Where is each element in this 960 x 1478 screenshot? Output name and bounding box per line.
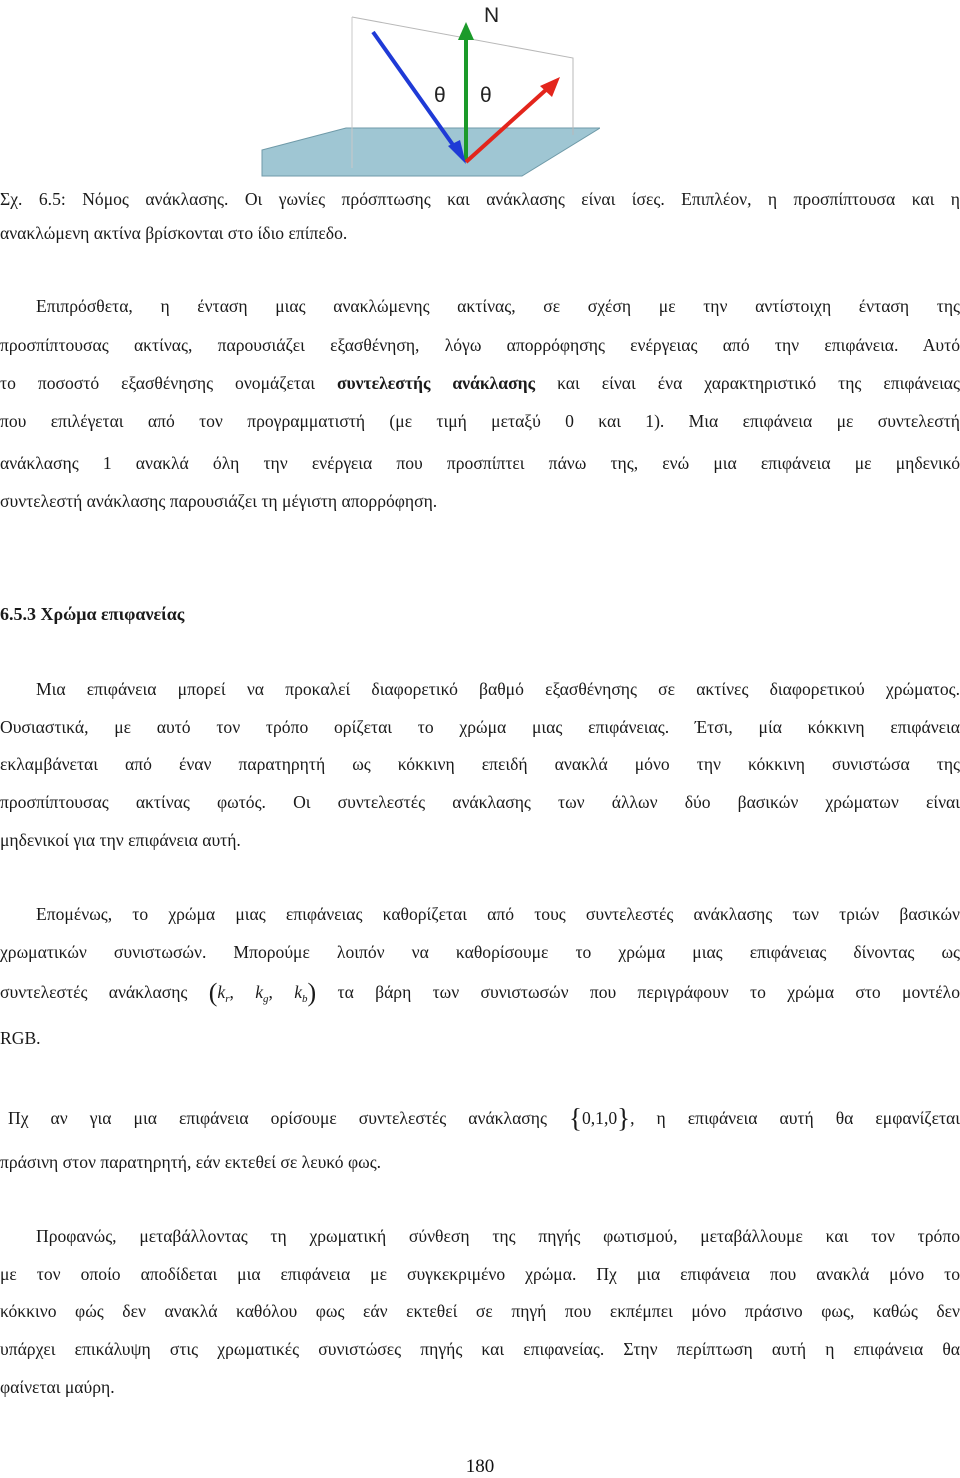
formula-sub-r: r — [225, 993, 230, 1005]
formula-k-g: k — [255, 982, 264, 1002]
figure-caption-line-2: ανακλώμενη ακτίνα βρίσκονται στο ίδιο επίπεδο. — [0, 223, 348, 243]
para1-line-6: συντελεστή ανάκλασης παρουσιάζει τη μέγιστη απορρόφηση. — [0, 491, 438, 511]
formula-k-r: k — [217, 982, 226, 1002]
para3-line-3-end: τα βάρη των συνιστωσών που περιγράφουν το χρώμα στο μοντέλο — [337, 982, 960, 1002]
section-heading: 6.5.3 Χρώμα επιφανείας — [0, 604, 185, 624]
para2-line-4: προσπίπτουσας ακτίνας φωτός. Οι συντελεστές ανάκλασης των άλλων δύο βασικών χρώματων είναι — [0, 792, 960, 812]
formula-sub-b: b — [302, 993, 308, 1005]
para2-line-1: Μια επιφάνεια μπορεί να προκαλεί διαφορετικό βαθμό εξασθένησης σε ακτίνες διαφορετικού χρώματος. — [36, 679, 960, 699]
para4-line-1 — [8, 1103, 960, 1133]
para3-line-2: χρωματικών συνιστωσών. Μπορούμε λοιπόν να καθορίσουμε το χρώμα μιας επιφάνειας δίνοντας ως — [0, 942, 960, 962]
para1-line-3 — [0, 372, 960, 394]
para1-line-5: ανάκλασης 1 ανακλά όλη την ενέργεια που προσπίπτει πάνω της, ενώ μια επιφάνεια με μηδενικό — [0, 453, 960, 473]
figure-caption-line-1: Σχ. 6.5: Νόμος ανάκλασης. Οι γωνίες πρόσπτωσης και ανάκλασης είναι ίσες. Επιπλέον, η προσπίπτουσα και η — [0, 189, 960, 209]
para5-line-4: υπάρχει επικάλυψη στις χρωματικές συνιστώσες πηγής και επιφανείας. Στην περίπτωση αυτή η επιφάνεια θα — [0, 1339, 960, 1359]
para5-line-5: φαίνεται μαύρη. — [0, 1377, 115, 1397]
para3-line-3-start: συντελεστές ανάκλασης — [0, 982, 188, 1002]
para5-line-3: κόκκινο φώς δεν ανακλά καθόλου φως εάν εκτεθεί σε πηγή που εκπέμπει μόνο πράσινο φως, καθώς δεν — [0, 1301, 960, 1321]
para5-line-1: Προφανώς, μεταβάλλοντας τη χρωματική σύνθεση της πηγής φωτισμού, μεταβάλλουμε και τον τρόπο — [36, 1226, 960, 1246]
para2-line-2: Ουσιαστικά, με αυτό τον τρόπο ορίζεται το χρώμα μιας επιφάνειας. Έτσι, μία κόκκινη επιφάνεια — [0, 717, 960, 737]
para1-line-1: Επιπρόσθετα, η ένταση μιας ανακλώμενης ακτίνας, σε σχέση με την αντίστοιχη ένταση της — [36, 296, 960, 316]
para1-line-3-end: και είναι ένα χαρακτηριστικό της επιφάνειας — [557, 373, 960, 393]
formula-sep-1: , — [229, 982, 256, 1002]
reflection-angle-label: θ — [480, 84, 492, 107]
para3-line-1: Επομένως, το χρώμα μιας επιφάνειας καθορίζεται από τους συντελεστές ανάκλασης των τριών βασικών — [36, 904, 960, 924]
para2-line-5: μηδενικοί για την επιφάνεια αυτή. — [0, 830, 241, 850]
para3-line-3 — [0, 978, 960, 1010]
reflecting-plane — [262, 128, 600, 176]
set-open-brace: { — [569, 1103, 582, 1133]
para1-line-3-start: το ποσοστό εξασθένησης ονομάζεται — [0, 373, 315, 393]
coefficient-set — [569, 1103, 960, 1133]
para2-line-3: εκλαμβάνεται από έναν παρατηρητή ως κόκκινη επειδή ανακλά μόνο την κόκκινη συνιστώσα της — [0, 754, 960, 774]
formula-sub-g: g — [263, 993, 269, 1005]
formula-close-paren: ) — [307, 978, 317, 1007]
normal-label: N — [484, 4, 500, 27]
para1-line-2: προσπίπτουσας ακτίνας, παρουσιάζει εξασθένηση, λόγω απορρόφησης ενέργειας από την επιφάνεια. Αυτό — [0, 335, 960, 355]
para1-line-4: που επιλέγεται από τον προγραμματιστή (με τιμή μεταξύ 0 και 1). Μια επιφάνεια με συντελεστή — [0, 411, 960, 431]
reflection-coefficient-term: συντελεστής ανάκλασης — [336, 373, 536, 393]
para3-line-4: RGB. — [0, 1028, 41, 1048]
reflection-diagram — [240, 0, 600, 182]
para4-line-2: πράσινη στον παρατηρητή, εάν εκτεθεί σε λευκό φως. — [0, 1152, 382, 1172]
formula-k-b: k — [294, 982, 303, 1002]
formula-sep-2: , — [268, 982, 295, 1002]
incidence-angle-label: θ — [434, 84, 446, 107]
para5-line-2: με τον οποίο αποδίδεται μια επιφάνεια με συγκεκριμένο χρώμα. Πχ μια επιφάνεια που ανακλά μόνο το — [0, 1264, 960, 1284]
normal-arrowhead — [458, 22, 474, 40]
para4-line-1-end: , η επιφάνεια αυτή θα εμφανίζεται — [630, 1108, 960, 1128]
page-number: 180 — [465, 1456, 495, 1477]
rgb-coefficients-formula — [208, 978, 338, 1007]
formula-open-paren: ( — [208, 978, 218, 1007]
set-close-brace: } — [617, 1103, 631, 1133]
set-values: 0,1,0 — [581, 1108, 618, 1128]
para4-line-1-start: Πχ αν για μια επιφάνεια ορίσουμε συντελεστές ανάκλασης — [8, 1108, 547, 1128]
